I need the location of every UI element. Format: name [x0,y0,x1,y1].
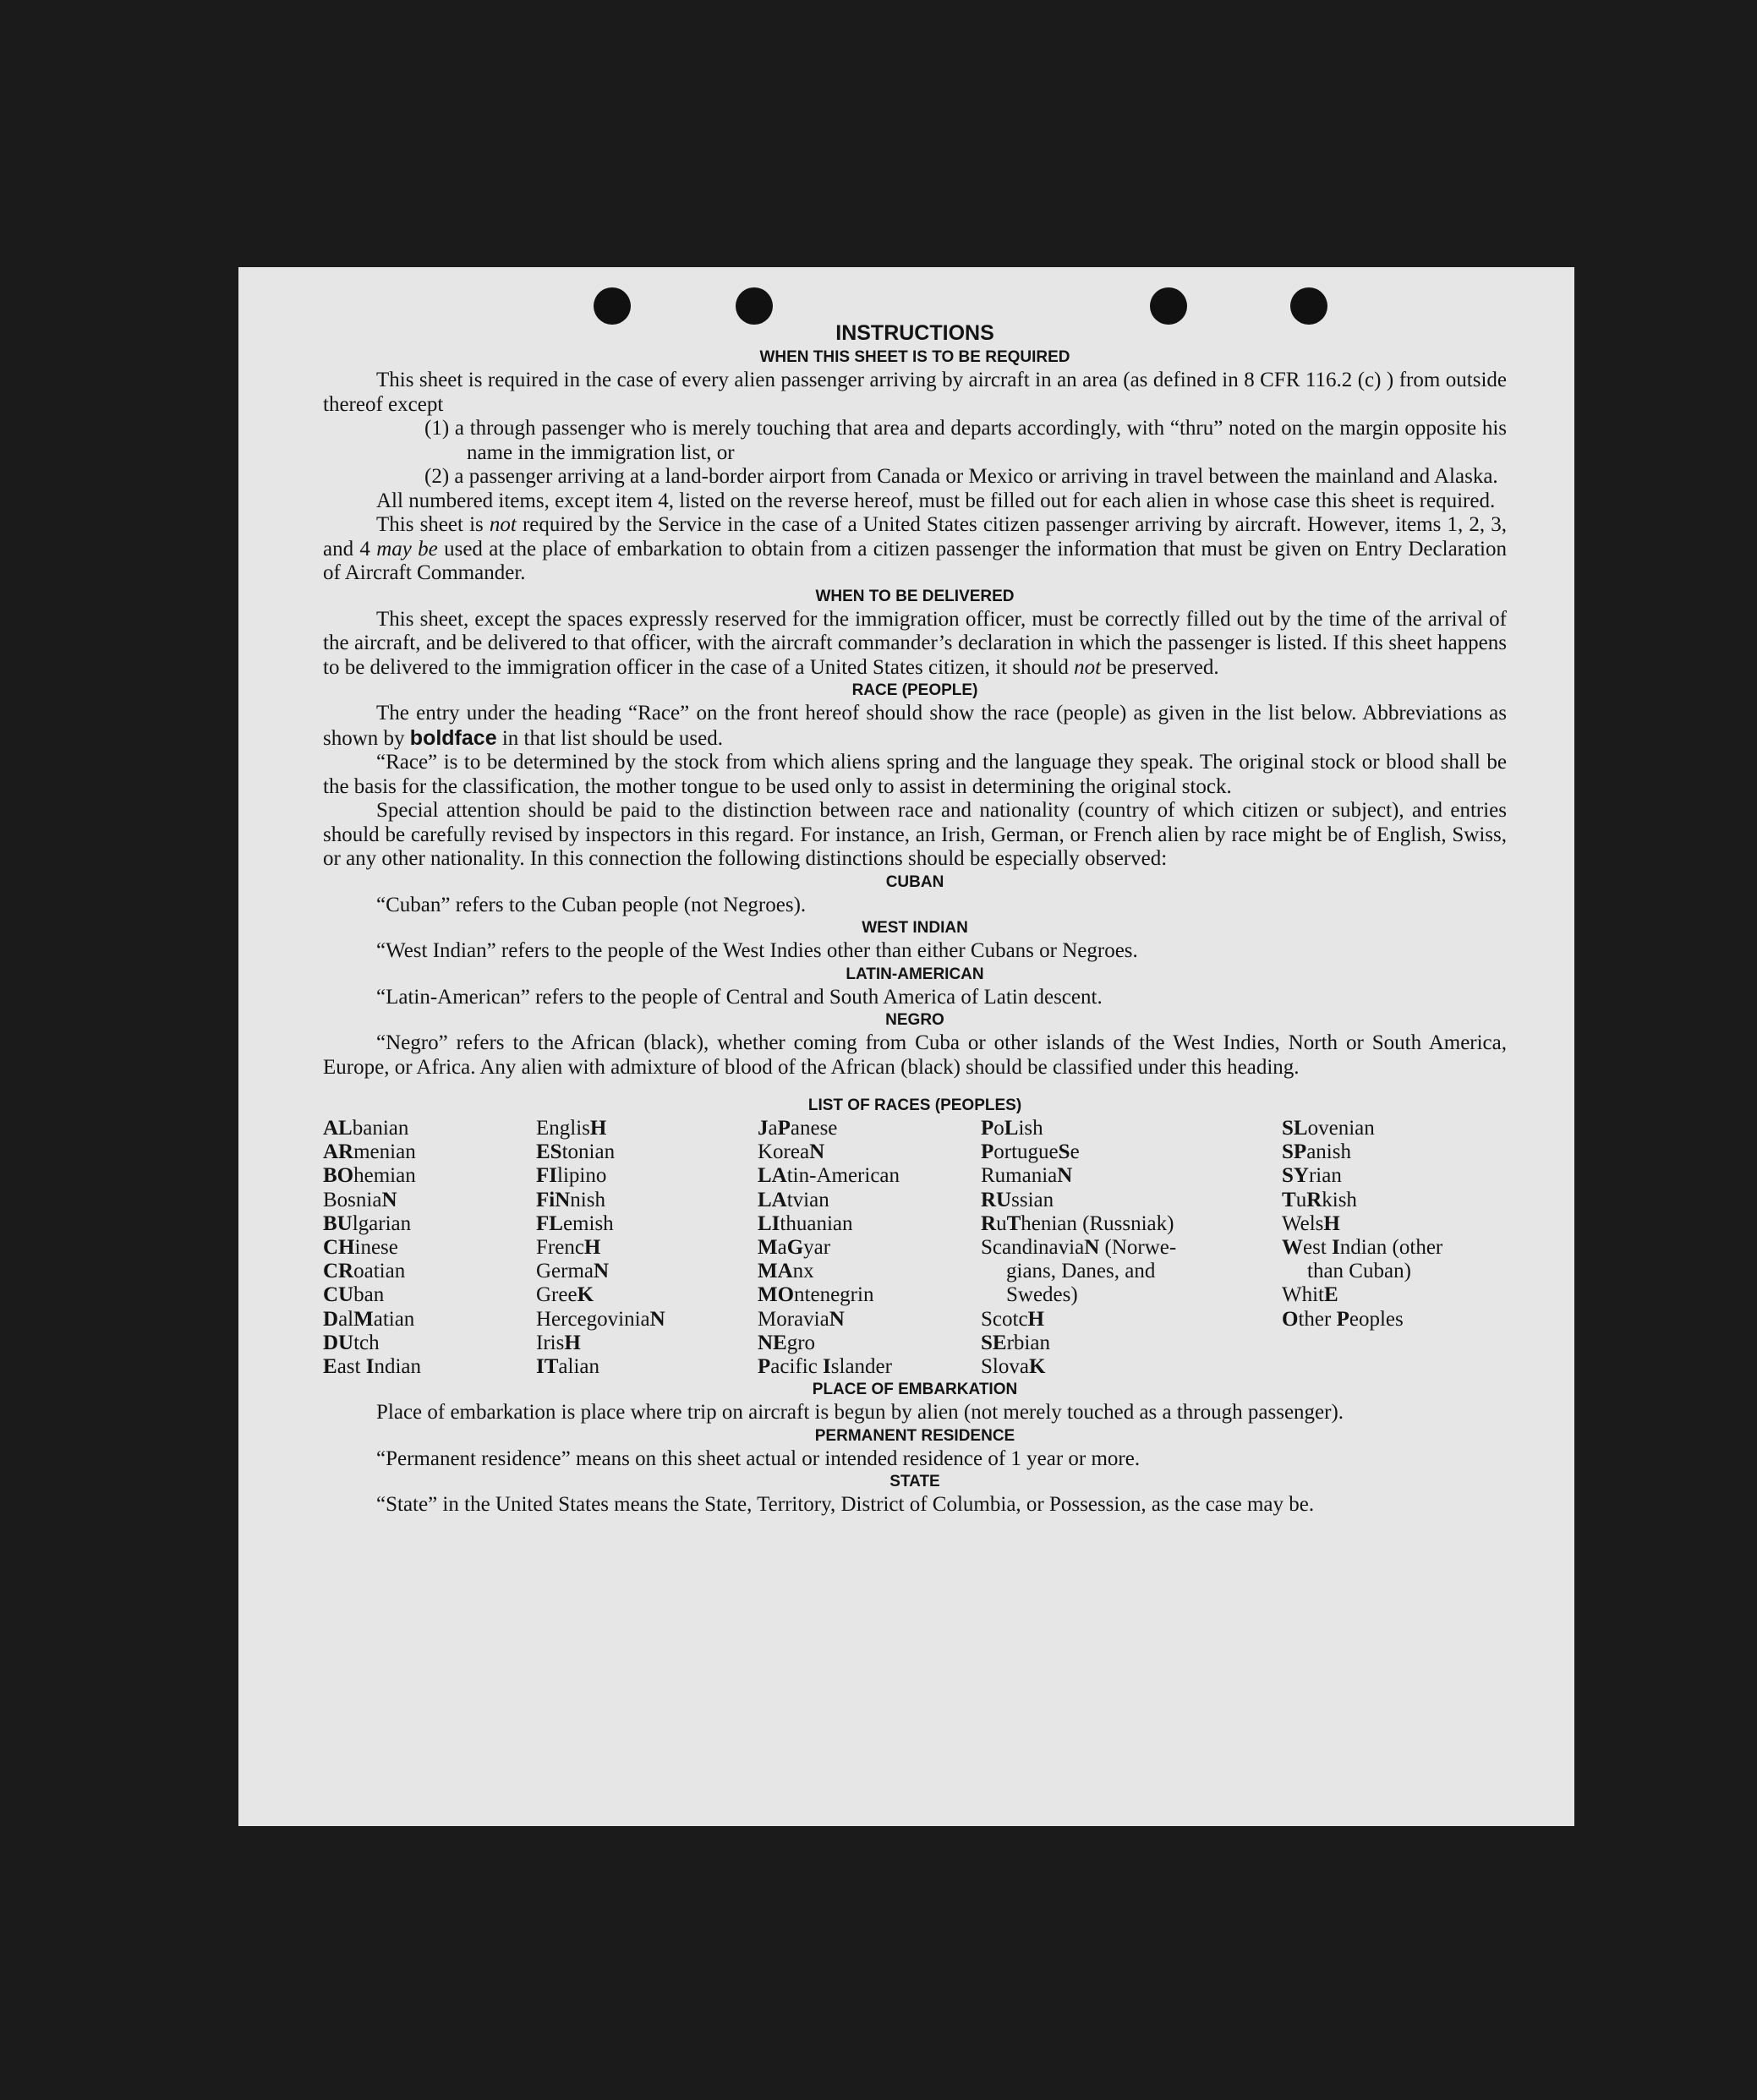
race-abbreviation: H [589,1117,607,1140]
race-list-item [758,1260,981,1283]
race-name-text: ndian (other [1339,1236,1443,1260]
race-list-item [323,1355,536,1379]
race-name-text: nx [792,1260,814,1283]
race-list-item [1282,1260,1507,1283]
race-list-item [758,1332,981,1355]
race-name-text: a [777,1236,787,1260]
race-abbreviation: AL [323,1117,353,1140]
race-abbreviation: M [758,1236,778,1260]
race-name-text: oatian [353,1260,406,1283]
paragraph: This sheet is required in the case of every alien passenger arriving by aircraft in an area (as defined in 8 CFR 116.2 (c) ) from outside thereof except [323,369,1507,416]
document-body [323,320,1507,1518]
race-name-text: e [1070,1140,1080,1164]
race-name-text: gro [786,1331,816,1354]
race-name-text: Korea [758,1140,810,1164]
paragraph: Special attention should be paid to the distinction between race and nationality (country of which citizen or subject), and entries should be carefully revised by inspectors in this regard. For instance, an Irish, German, or French alien by race might be of English, Swiss, or any other nationality. In this connection the following distinctions should be especially observed: [323,799,1507,870]
race-name-text: atian [373,1307,415,1331]
race-abbreviation: J [758,1117,769,1140]
race-name-text: tonian [561,1140,616,1164]
race-abbreviation: R [981,1211,997,1235]
race-list-item [323,1260,536,1283]
race-list-item [981,1355,1282,1379]
race-abbreviation: I [1332,1236,1340,1260]
race-name-text: Gree [536,1283,577,1307]
race-list-item [1282,1236,1507,1260]
race-list-item [758,1236,981,1260]
race-list-item [981,1117,1282,1140]
race-name-text: menian [353,1140,416,1164]
race-abbreviation: H [1323,1211,1340,1235]
race-name-text: henian (Russniak) [1021,1211,1174,1235]
race-abbreviation: K [577,1283,594,1307]
race-list-item [981,1212,1282,1236]
race-list [323,1117,1507,1379]
race-name-text: ovenian [1307,1117,1375,1140]
race-name-text: yar [803,1236,831,1260]
race-abbreviation: S [1058,1140,1070,1164]
race-name-text: Rumania [981,1164,1058,1188]
section-heading-west-indian: WEST INDIAN [862,919,968,937]
race-list-item [323,1164,536,1188]
section-heading-when-delivered: WHEN TO BE DELIVERED [815,587,1015,605]
race-list-item [1282,1283,1507,1307]
race-name-text: than Cuban) [1307,1260,1411,1283]
race-abbreviation: O [1282,1307,1299,1331]
race-list-item [1282,1308,1507,1332]
race-name-text: ish [1018,1117,1043,1140]
race-name-text: Swedes) [1006,1283,1078,1307]
list-item: (2) a passenger arriving at a land-border airport from Canada or Mexico or arriving in travel between the mainland and Alaska. [424,465,1498,488]
race-abbreviation: ES [536,1140,562,1164]
paragraph: “West Indian” refers to the people of the West Indies other than either Cubans or Negroes. [376,939,1138,962]
race-name-text: Slova [981,1355,1029,1379]
race-abbreviation: M [353,1307,374,1331]
paragraph: “Permanent residence” means on this sheet actual or intended residence of 1 year or more. [376,1446,1141,1470]
race-abbreviation: SE [981,1331,1007,1354]
race-abbreviation: I [823,1355,831,1379]
race-abbreviation: D [323,1307,339,1331]
race-list-item [758,1117,981,1140]
race-list-item [323,1189,536,1212]
race-name-text: eoples [1349,1307,1404,1331]
race-name-text: emish [562,1211,614,1235]
race-name-text: a [768,1117,778,1140]
race-list-item [981,1189,1282,1212]
race-abbreviation: N [829,1307,845,1331]
race-name-text: Iris [536,1331,565,1354]
paragraph: All numbered items, except item 4, listed on the reverse hereof, must be filled out for each alien in whose case this sheet is required. [376,489,1496,512]
race-name-text: lgarian [352,1211,412,1235]
race-list-item [323,1212,536,1236]
race-name-text: anese [790,1117,838,1140]
race-abbreviation: CU [323,1283,354,1307]
race-abbreviation: BO [323,1164,354,1188]
race-abbreviation: E [323,1355,337,1379]
race-name-text: anish [1306,1140,1351,1164]
race-abbreviation: K [1028,1355,1046,1379]
race-abbreviation: CR [323,1260,354,1283]
race-list-item [758,1212,981,1236]
race-list-item [323,1283,536,1307]
race-name-text: ban [353,1283,385,1307]
race-name-text: (Norwe- [1099,1236,1177,1260]
race-name-text: alian [558,1355,599,1379]
race-name-text: ndian [374,1355,421,1379]
race-list-item [536,1140,758,1164]
page-title: INSTRUCTIONS [835,321,994,345]
race-list-item [981,1308,1282,1332]
race-name-text: u [1295,1188,1307,1211]
race-name-text: inese [354,1236,398,1260]
race-name-text: Hercegovinia [536,1307,650,1331]
race-name-text: al [338,1307,354,1331]
race-abbreviation: LA [758,1164,787,1188]
race-list-item [758,1308,981,1332]
paragraph: The entry under the heading “Race” on the front hereof should show the race (people) as given in the list below. Abbreviations as shown by boldface in that list should be used. [323,702,1507,750]
race-abbreviation: IT [536,1355,559,1379]
race-abbreviation: P [777,1117,791,1140]
race-name-text: nish [570,1188,605,1211]
race-name-text: Scandinavia [981,1236,1085,1260]
race-list-item [323,1332,536,1355]
race-name-text: Whit [1282,1283,1324,1307]
race-list-item [323,1117,536,1140]
race-abbreviation: SY [1282,1164,1309,1188]
race-list-item [758,1164,981,1188]
race-list-item [536,1355,758,1379]
race-name-text: ast [337,1355,366,1379]
section-heading-permanent-residence: PERMANENT RESIDENCE [814,1426,1015,1445]
paragraph: This sheet is not required by the Service in the case of a United States citizen passenger arriving by aircraft. However, items 1, 2, 3, and 4 may be used at the place of embarkation to obtain from a citizen passenger the information that must be given on Entry Declaration of Aircraft Commander. [323,513,1507,584]
race-abbreviation: N [381,1188,397,1211]
race-abbreviation: H [564,1331,581,1354]
race-list-item [536,1189,758,1212]
paragraph: This sheet, except the spaces expressly reserved for the immigration officer, must be correctly filled out by the time of the arrival of the aircraft, and be delivered to that officer, with the aircraft commander’s declaration in which the passenger is listed. If this sheet happens to be delivered to the immigration officer in the case of a United States citizen, it should not be preserved. [323,607,1507,679]
race-abbreviation: E [1324,1283,1338,1307]
race-abbreviation: P [758,1355,771,1379]
race-name-text: tin-American [786,1164,900,1188]
race-abbreviation: N [809,1140,825,1164]
race-list-item [536,1164,758,1188]
race-abbreviation: FiN [536,1188,571,1211]
race-abbreviation: N [649,1307,665,1331]
race-abbreviation: NE [758,1331,787,1354]
race-name-text: Frenc [536,1236,584,1260]
race-abbreviation: H [1027,1307,1044,1331]
paragraph: “Race” is to be determined by the stock from which aliens spring and the language they speak. The original stock or blood shall be the basis for the classification, the mother tongue to be used only to assist in determining the original stock. [323,751,1507,798]
race-abbreviation: MO [758,1283,795,1307]
race-abbreviation: SL [1282,1117,1308,1140]
race-name-text: Moravia [758,1307,829,1331]
paragraph: “Negro” refers to the African (black), whether coming from Cuba or other islands of the West Indies, North or South America, Europe, or Africa. Any alien with admixture of blood of the African (black) should be classified under this heading. [323,1031,1507,1079]
race-abbreviation: FL [536,1211,563,1235]
race-column [323,1117,536,1379]
race-abbreviation: RU [981,1188,1012,1211]
race-abbreviation: T [1006,1211,1021,1235]
race-column [981,1117,1282,1379]
race-list-item [1282,1212,1507,1236]
race-list-item [981,1283,1282,1307]
race-abbreviation: FI [536,1164,557,1188]
race-abbreviation: N [1084,1236,1100,1260]
race-abbreviation: CH [323,1236,355,1260]
race-name-text: kish [1322,1188,1357,1211]
race-list-item [536,1236,758,1260]
race-list-item [1282,1117,1507,1140]
race-list-item [536,1260,758,1283]
race-column [1282,1117,1507,1379]
race-name-text: lipino [557,1164,607,1188]
section-heading-negro: NEGRO [885,1011,944,1029]
race-list-item [758,1189,981,1212]
race-name-text: Germa [536,1260,594,1283]
race-list-item [536,1117,758,1140]
race-list-item [536,1212,758,1236]
race-name-text: est [1303,1236,1333,1260]
race-name-text: u [996,1211,1007,1235]
race-abbreviation: H [583,1236,601,1260]
race-name-text: banian [352,1117,409,1140]
race-name-text: tch [353,1331,380,1354]
race-column [758,1117,981,1379]
race-abbreviation: LA [758,1188,787,1211]
race-name-text: ther [1298,1307,1337,1331]
race-abbreviation: L [1004,1117,1019,1140]
race-abbreviation: SP [1282,1140,1307,1164]
paragraph: “Cuban” refers to the Cuban people (not Negroes). [376,893,807,916]
section-heading-latin-american: LATIN-AMERICAN [846,965,984,983]
paragraph: Place of embarkation is place where trip on aircraft is begun by alien (not merely touched as a through passenger). [376,1401,1344,1425]
section-heading-race: RACE (PEOPLE) [851,681,978,699]
race-list-item [1282,1189,1507,1212]
race-list-item [981,1236,1282,1260]
race-name-text: gians, Danes, and [1006,1260,1156,1283]
race-abbreviation: G [786,1236,804,1260]
instruction-sheet [238,267,1574,1826]
race-list-item [981,1140,1282,1164]
race-abbreviation: R [1306,1188,1322,1211]
race-list-item [323,1236,536,1260]
race-column [536,1117,758,1379]
race-name-text: Englis [536,1117,590,1140]
race-list-item [981,1164,1282,1188]
section-heading-list-of-races: LIST OF RACES (PEOPLES) [807,1096,1022,1114]
race-abbreviation: N [1057,1164,1073,1188]
section-heading-cuban: CUBAN [885,872,944,891]
paragraph: “State” in the United States means the State, Territory, District of Columbia, or Possession, as the case may be. [376,1493,1315,1517]
race-name-text: ntenegrin [794,1283,874,1307]
race-abbreviation: P [1336,1307,1349,1331]
race-abbreviation: T [1282,1188,1296,1211]
race-name-text: acific [770,1355,824,1379]
race-name-text: hemian [353,1164,416,1188]
race-list-item [1282,1164,1507,1188]
race-list-item [758,1355,981,1379]
list-item: (1) a through passenger who is merely touching that area and departs accordingly, with “thru” noted on the margin opposite his name in the immigration list, or [424,417,1507,464]
race-list-item [758,1283,981,1307]
race-name-text: rian [1308,1164,1342,1188]
race-list-item [758,1140,981,1164]
race-list-item [536,1332,758,1355]
race-name-text: rbian [1006,1331,1050,1354]
race-list-item [536,1308,758,1332]
race-abbreviation: I [365,1355,375,1379]
race-name-text: Scotc [981,1307,1028,1331]
race-name-text: tvian [786,1188,829,1211]
race-abbreviation: P [981,1140,994,1164]
race-abbreviation: P [981,1117,994,1140]
race-abbreviation: BU [323,1211,353,1235]
race-abbreviation: MA [758,1260,793,1283]
race-list-item [323,1140,536,1164]
race-name-text: Wels [1282,1211,1324,1235]
paragraph: “Latin-American” refers to the people of Central and South America of Latin descent. [376,985,1103,1009]
race-abbreviation: AR [323,1140,354,1164]
race-abbreviation: W [1282,1236,1303,1260]
race-name-text: thuanian [780,1211,853,1235]
race-list-item [981,1260,1282,1283]
race-name-text: ssian [1011,1188,1054,1211]
race-name-text: slander [830,1355,892,1379]
race-abbreviation: DU [323,1331,354,1354]
race-list-item [536,1283,758,1307]
race-list-item [981,1332,1282,1355]
race-name-text: ortugue [993,1140,1059,1164]
race-name-text: o [993,1117,1004,1140]
race-abbreviation: LI [758,1211,780,1235]
race-abbreviation: N [594,1260,610,1283]
section-heading-when-required: WHEN THIS SHEET IS TO BE REQUIRED [759,348,1070,366]
race-name-text: Bosnia [323,1188,382,1211]
race-list-item [1282,1140,1507,1164]
section-heading-place-of-embarkation: PLACE OF EMBARKATION [812,1381,1018,1399]
race-list-item [323,1308,536,1332]
section-heading-state: STATE [889,1473,940,1491]
